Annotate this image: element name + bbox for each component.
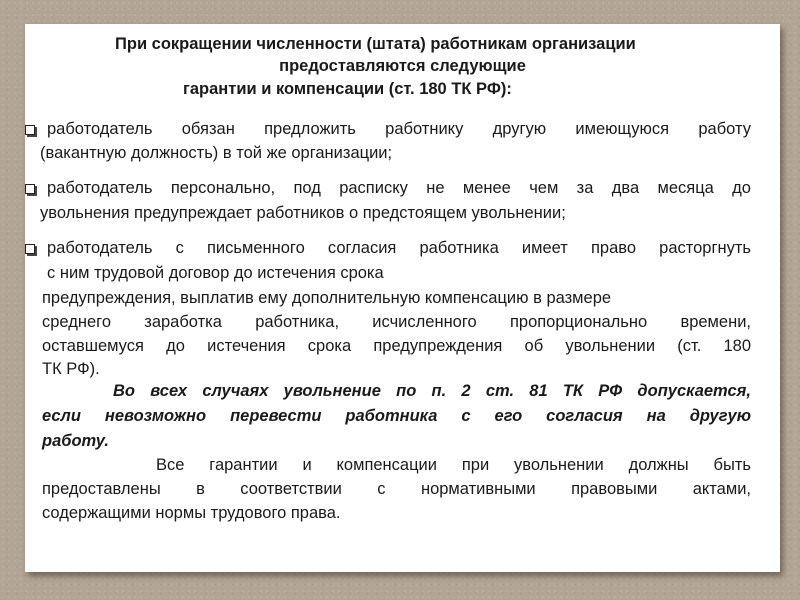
checkbox-bullet-icon [25, 244, 35, 254]
list-item-text: среднего заработка работника, исчисленного пропорционально времени, [42, 313, 751, 331]
list-item-text: оставшемуся до истечения срока предупреждения об увольнении (ст. 180 [42, 337, 751, 355]
list-item-text: с ним трудовой договор до истечения срока [47, 264, 384, 282]
list-item-text: (вакантную должность) в той же организации; [40, 144, 393, 162]
list-item-text: ТК РФ). [42, 360, 100, 378]
list-item-text: работодатель с письменного согласия работника имеет право расторгнуть [47, 239, 751, 257]
heading-line-3: гарантии и компенсации (ст. 180 ТК РФ): [183, 80, 512, 98]
closing-text: предоставлены в соответствии с нормативными правовыми актами, [42, 480, 751, 498]
list-item-text: работодатель обязан предложить работнику другую имеющуюся работу [47, 120, 751, 138]
emphasis-text: работу. [42, 432, 109, 450]
checkbox-bullet-icon [25, 125, 35, 135]
emphasis-text: Во всех случаях увольнение по п. 2 ст. 81 ТК РФ допускается, [113, 382, 751, 400]
emphasis-text: если невозможно перевести работника с его согласия на другую [42, 407, 751, 425]
list-item-text: предупреждения, выплатив ему дополнительную компенсацию в размере [42, 289, 612, 307]
slide [25, 24, 780, 572]
list-item-text: увольнения предупреждает работников о предстоящем увольнении; [40, 204, 566, 222]
heading-line-1: При сокращении численности (штата) работникам организации [115, 35, 636, 53]
closing-text: содержащими нормы трудового права. [42, 504, 341, 522]
heading-line-2: предоставляются следующие [279, 57, 526, 75]
list-item-text: работодатель персонально, под расписку не менее чем за два месяца до [47, 179, 751, 197]
closing-text: Все гарантии и компенсации при увольнении должны быть [156, 456, 751, 474]
checkbox-bullet-icon [25, 184, 35, 194]
